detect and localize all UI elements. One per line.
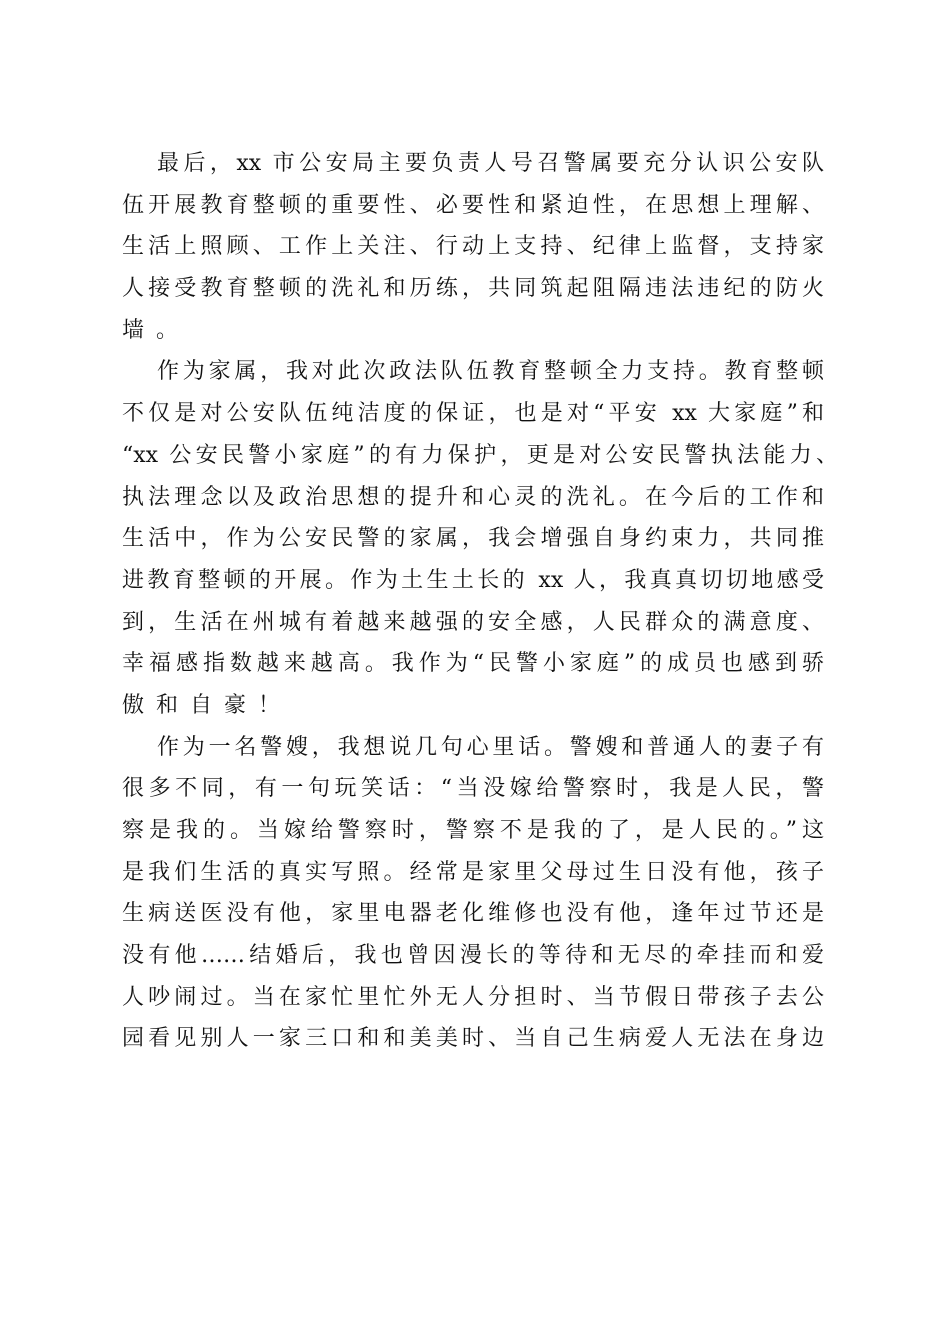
text-line: 没有他……结婚后，我也曾因漫长的等待和无尽的牵挂而和爱 bbox=[122, 943, 824, 969]
paragraph bbox=[122, 143, 824, 351]
paragraph bbox=[122, 351, 838, 726]
text-line: 不仅是对公安队伍纯洁度的保证，也是对“平安 xx 大家庭”和 bbox=[122, 401, 824, 427]
paragraph bbox=[122, 727, 824, 1061]
text-line: 园看见别人一家三口和和美美时、当自己生病爱人无法在身边 bbox=[122, 1026, 824, 1052]
text-line: 伍开展教育整顿的重要性、必要性和紧迫性，在思想上理解、 bbox=[122, 192, 824, 218]
text-line: 是我们生活的真实写照。经常是家里父母过生日没有他，孩子 bbox=[122, 859, 824, 885]
text-line: 到，生活在州城有着越来越强的安全感，人民群众的满意度、 bbox=[122, 609, 824, 635]
text-line: 察是我的。当嫁给警察时，警察不是我的了，是人民的。”这 bbox=[122, 818, 824, 843]
text-line: 幸福感指数越来越高。我作为“民警小家庭”的成员也感到骄 bbox=[122, 651, 824, 677]
text-line: 生活中，作为公安民警的家属，我会增强自身约束力，共同推 bbox=[122, 526, 824, 552]
text-line: 作为家属，我对此次政法队伍教育整顿全力支持。教育整顿 bbox=[157, 359, 824, 385]
text-line: 进教育整顿的开展。作为土生土长的 xx 人，我真真切切地感受 bbox=[122, 567, 824, 593]
text-line: 人接受教育整顿的洗礼和历练，共同筑起阻隔违法违纪的防火 bbox=[122, 276, 824, 302]
text-line: 傲和自豪！ bbox=[122, 692, 293, 718]
text-line: “xx 公安民警小家庭”的有力保护，更是对公安民警执法能力、 bbox=[122, 442, 838, 468]
text-line: 人吵闹过。当在家忙里忙外无人分担时、当节假日带孩子去公 bbox=[122, 984, 824, 1010]
text-line: 生活上照顾、工作上关注、行动上支持、纪律上监督，支持家 bbox=[122, 234, 824, 260]
text-line: 生病送医没有他，家里电器老化维修也没有他，逢年过节还是 bbox=[122, 901, 824, 927]
document-body bbox=[122, 143, 838, 1060]
text-line: 作为一名警嫂，我想说几句心里话。警嫂和普通人的妻子有 bbox=[157, 734, 824, 760]
text-line: 执法理念以及政治思想的提升和心灵的洗礼。在今后的工作和 bbox=[122, 484, 824, 510]
text-line: 最后，xx 市公安局主要负责人号召警属要充分认识公安队 bbox=[157, 151, 824, 176]
text-line: 墙。 bbox=[122, 317, 191, 343]
text-line: 很多不同，有一句玩笑话：“当没嫁给警察时，我是人民，警 bbox=[122, 776, 824, 802]
